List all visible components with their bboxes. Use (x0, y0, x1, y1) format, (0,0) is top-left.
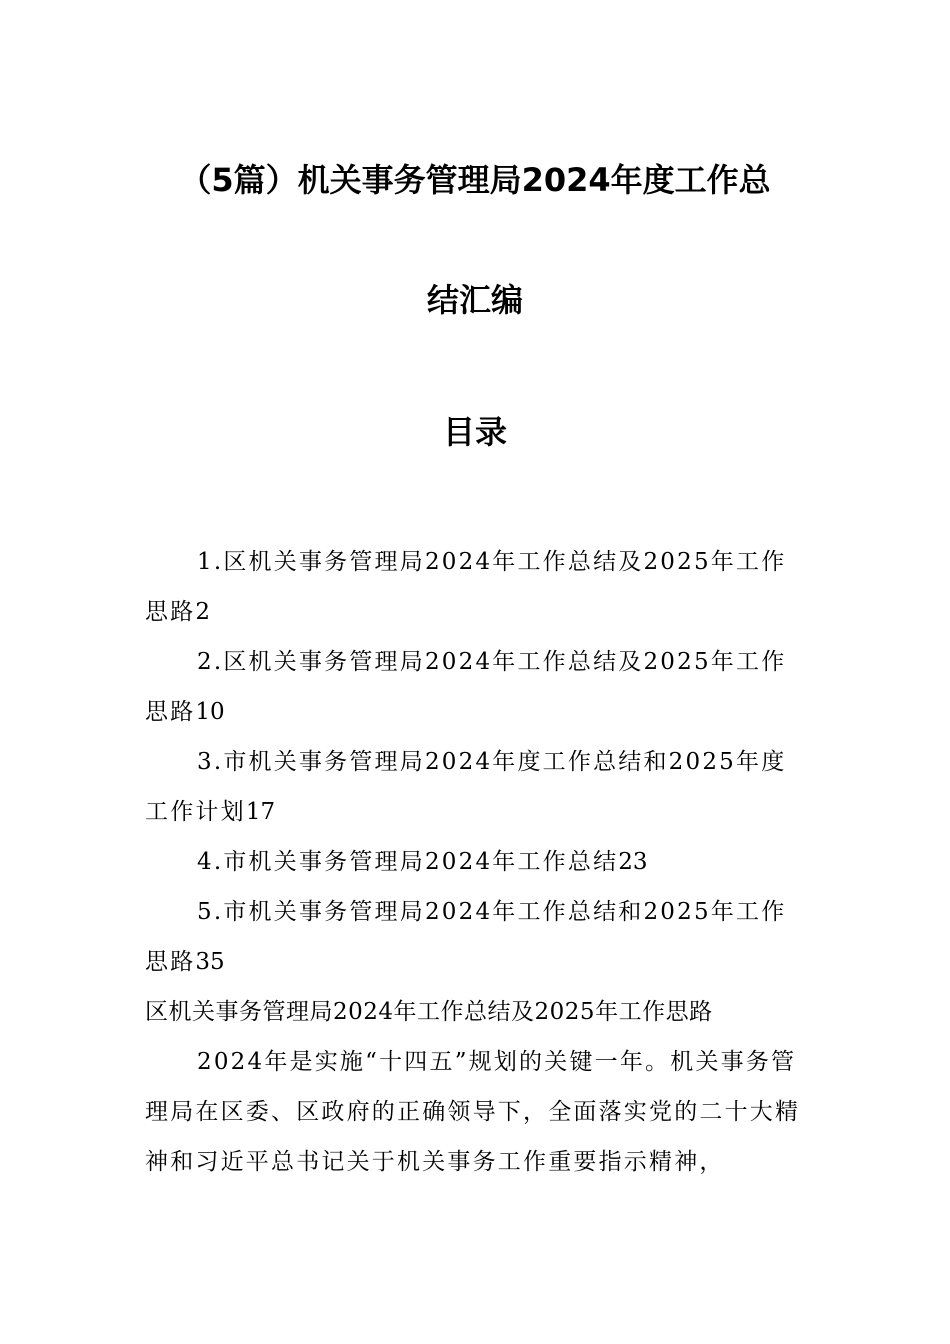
toc-entry-label: 2.区机关事务管理局2024年工作总结及2025年工作思路 (145, 649, 787, 725)
toc-entry-2[interactable] (145, 637, 807, 737)
toc-list (145, 537, 807, 1187)
toc-entry-5[interactable] (145, 887, 807, 987)
toc-entry-4[interactable] (145, 837, 807, 887)
document-title-line-1: （5篇）机关事务管理局2024年度工作总 (179, 161, 771, 199)
toc-entry-label: 3.市机关事务管理局2024年度工作总结和2025年度工作计划 (145, 749, 787, 825)
toc-entry-label: 1.区机关事务管理局2024年工作总结及2025年工作思路 (145, 549, 787, 625)
toc-entry-page: 17 (245, 799, 276, 825)
toc-heading: 目录 (442, 413, 507, 451)
toc-entry-1[interactable] (145, 537, 807, 637)
toc-entry-page: 35 (195, 949, 225, 975)
toc-entry-label: 4.市机关事务管理局2024年工作总结 (197, 849, 619, 875)
document-title-line-2: 结汇编 (426, 281, 523, 319)
body-paragraph-text: 2024年是实施“十四五”规划的关键一年。机关事务管理局在区委、区政府的正确领导下，全面落实党的二十大精神和习近平总书记关于机关事务工作重要指示精神， (145, 1049, 801, 1175)
section-heading: 区机关事务管理局2024年工作总结及2025年工作思路 (145, 999, 713, 1025)
toc-entry-page: 10 (195, 699, 225, 725)
toc-entry-label: 5.市机关事务管理局2024年工作总结和2025年工作思路 (145, 899, 787, 975)
toc-entry-3[interactable] (145, 737, 807, 837)
toc-entry-page: 2 (195, 599, 211, 625)
body-paragraph (145, 1037, 807, 1187)
toc-entry-page: 23 (618, 849, 648, 875)
